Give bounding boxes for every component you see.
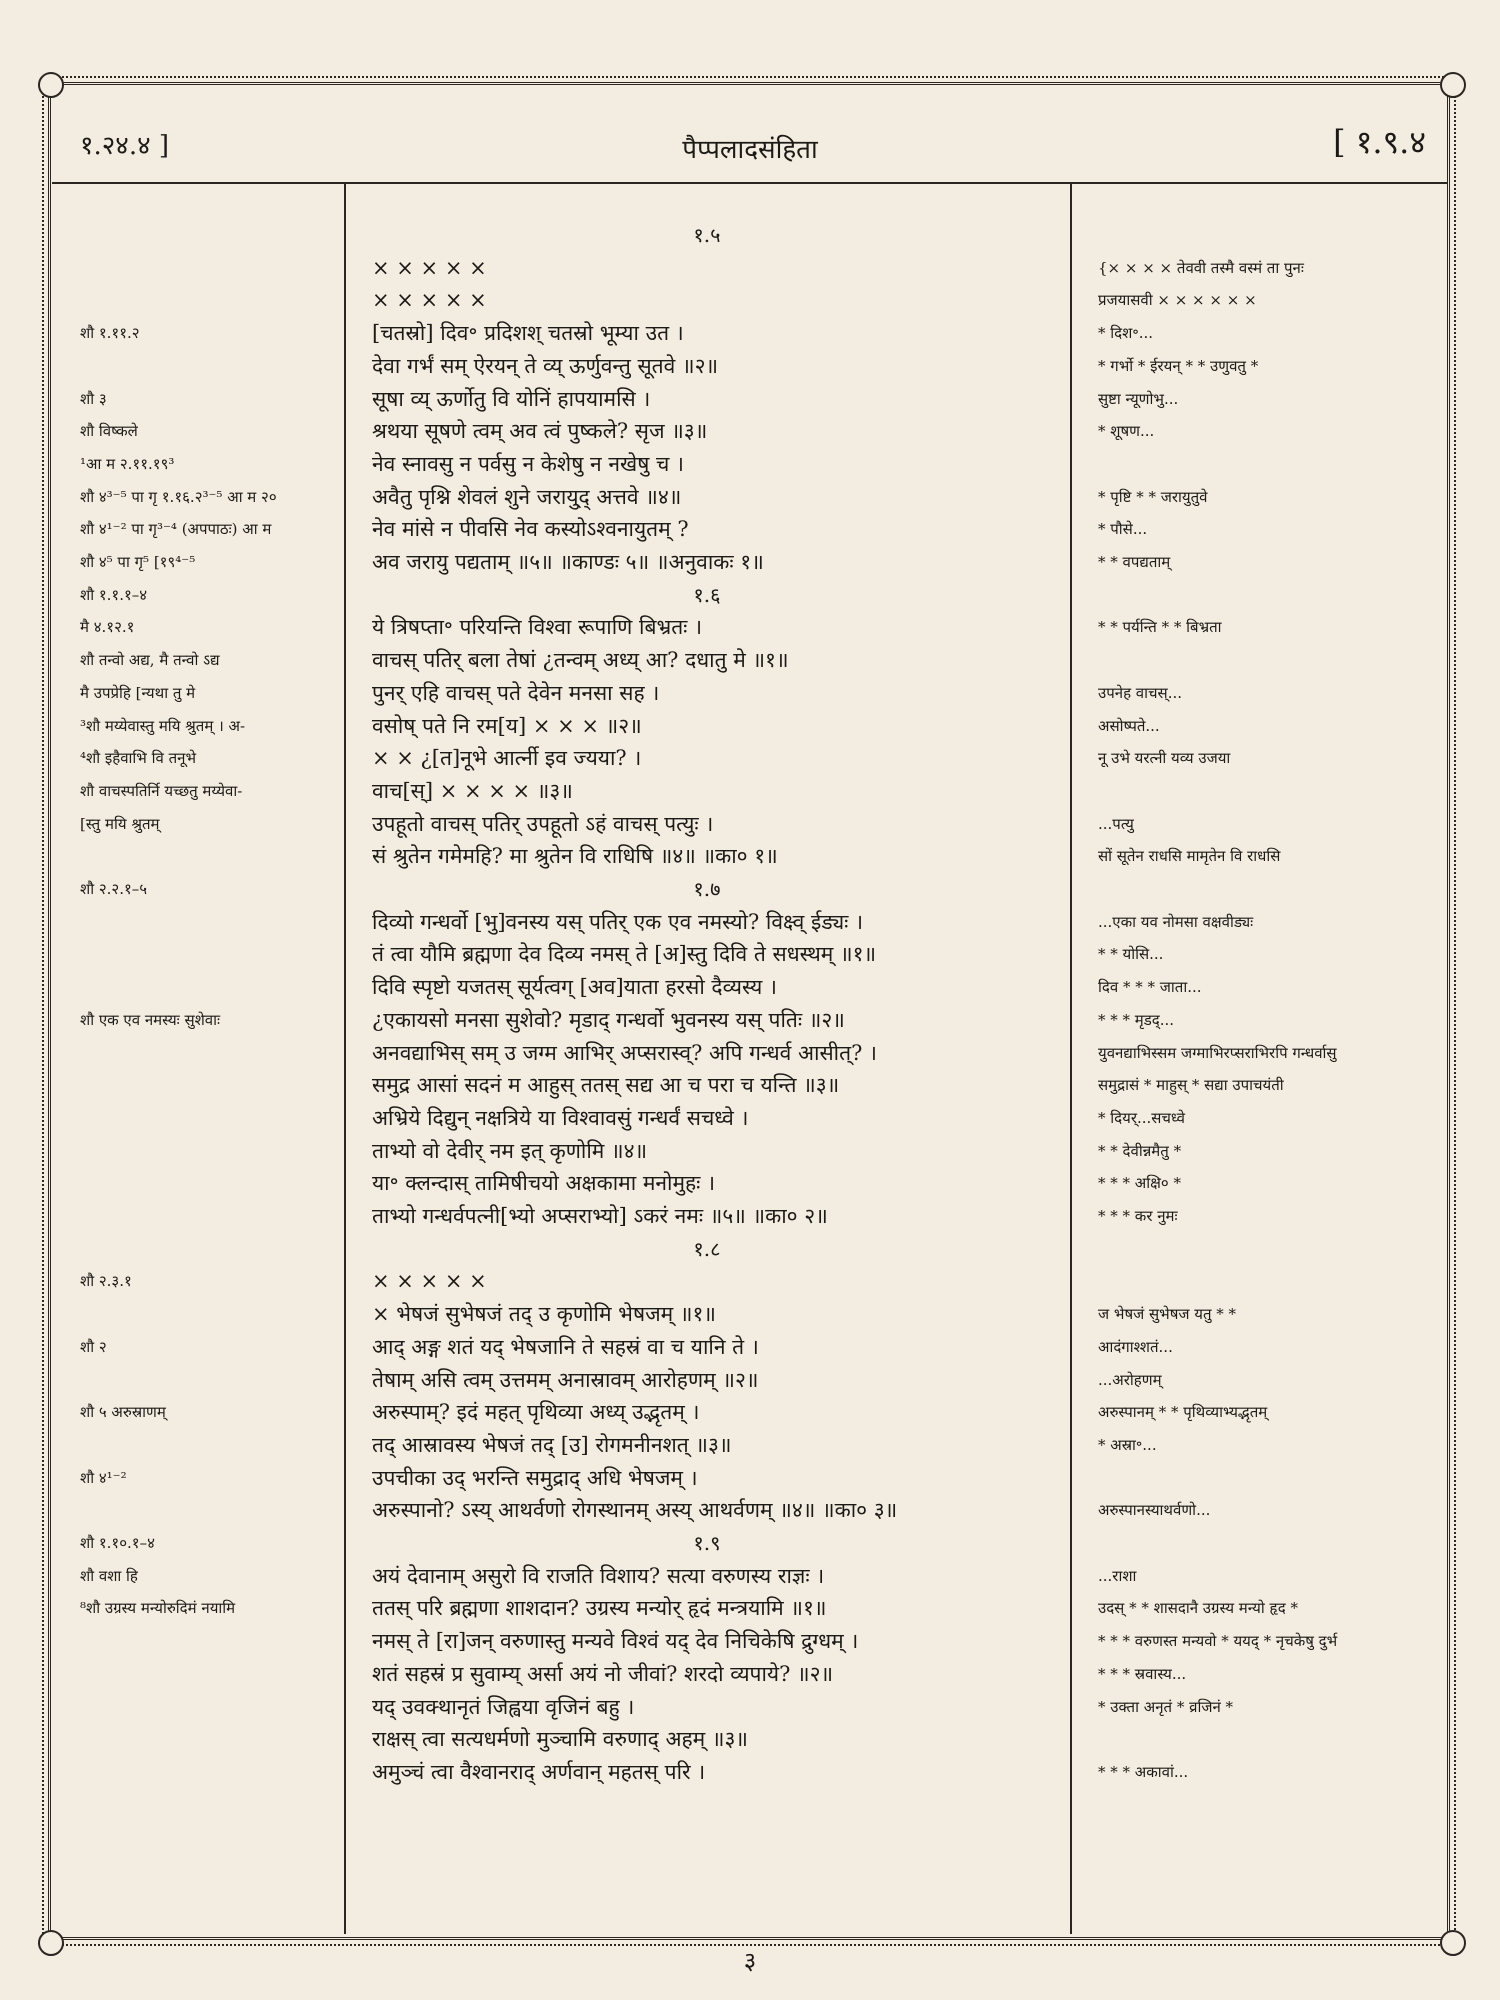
verse-line: अमुञ्चं त्वा वैश्वानराद् अर्णवान् महतस् परि । xyxy=(372,1760,706,1784)
parallel-reference: ³शौ मय्येवास्तु मयि श्रुतम् । अ- xyxy=(80,717,246,735)
parallel-reference: मै उपप्रेहि [न्यथा तु मे xyxy=(80,684,196,702)
verse-line: या॰ क्लन्दास् तामिषीचयो अक्षकामा मनोमुहः । xyxy=(372,1171,716,1195)
variant-reading: आदंगाश्शतं... xyxy=(1098,1338,1173,1356)
variant-reading: नू उभे यरत्नी यव्य उजया xyxy=(1098,749,1231,767)
variant-reading: सों सूतेन राधसि मामृतेन वि राधसि xyxy=(1098,847,1281,865)
variant-reading: * * योसि... xyxy=(1098,945,1164,963)
verse-line: उपचीका उद् भरन्ति समुद्राद् अधि भेषजम् । xyxy=(372,1466,698,1490)
verse-line: वाच[स्] × × × × ॥३॥ xyxy=(372,779,573,803)
verse-line: देवा गर्भं सम् ऐरयन् ते व्य् ऊर्णुवन्तु सूतवे ॥२॥ xyxy=(372,354,719,378)
verse-line: राक्षस् त्वा सत्यधर्मणो मुञ्चामि वरुणाद् अहम् ॥३॥ xyxy=(372,1727,748,1751)
variant-reading: * गर्भो * ईरयन् * * उणुवतु * xyxy=(1098,357,1259,375)
variant-reading: * * वपद्यताम् xyxy=(1098,553,1171,571)
variant-reading: ...पत्यु xyxy=(1098,815,1134,833)
variant-reading: * * * मृडद्... xyxy=(1098,1011,1175,1029)
parallel-reference: शौ ३ xyxy=(80,390,107,408)
verse-line: अरुस्पाम्? इदं महत् पृथिव्या अध्य् उद्भृतम् । xyxy=(372,1400,700,1424)
parallel-reference: शौ २ xyxy=(80,1338,107,1356)
section-number: १.८ xyxy=(693,1237,721,1261)
variant-reading: * दिश॰... xyxy=(1098,324,1154,342)
variant-reading: उदस् * * शासदानै उग्रस्य मन्यो हृद * xyxy=(1098,1599,1299,1617)
verse-line: × × × × × xyxy=(372,1269,487,1293)
verse-line: अव जरायु पद्यताम् ॥५॥ ॥काण्डः ५॥ ॥अनुवाकः १॥ xyxy=(372,550,764,574)
parallel-reference: शौ ४⁵ पा गृ⁵ [१९⁴⁻⁵ xyxy=(80,553,196,571)
verse-line: × × × × × xyxy=(372,288,487,312)
parallel-reference: शौ १.१०.१–४ xyxy=(80,1534,155,1552)
variant-reading: ज भेषजं सुभेषज यतु * * xyxy=(1098,1305,1237,1323)
parallel-reference: शौ विष्कले xyxy=(80,422,138,440)
section-number: १.९ xyxy=(693,1531,721,1555)
variant-reading: दिव * * * जाता... xyxy=(1098,978,1202,996)
header-right-reference: [ १.९.४ xyxy=(1333,123,1426,161)
verse-line: समुद्र आसां सदनं म आहुस् ततस् सद्य आ च परा च यन्ति ॥३॥ xyxy=(372,1073,840,1097)
verse-line: नमस् ते [रा]जन् वरुणास्तु मन्यवे विश्वं यद् देव निचिकेषि द्रुग्धम् । xyxy=(372,1629,859,1653)
header-rule xyxy=(52,182,1448,184)
verse-line: [चतस्रो] दिव॰ प्रदिशश् चतस्रो भूम्या उत । xyxy=(372,321,684,345)
variant-reading: * अस्रा॰... xyxy=(1098,1436,1157,1454)
variant-reading: {× × × × तेववी तस्मै वस्मं ता पुनः xyxy=(1098,259,1304,277)
verse-line: ताभ्यो गन्धर्वपत्नी[भ्यो अप्सराभ्यो] ऽकरं नमः ॥५॥ ॥का० २॥ xyxy=(372,1204,828,1228)
section-number: १.६ xyxy=(693,583,721,607)
variant-reading: * * पर्यन्ति * * बिभ्रता xyxy=(1098,618,1222,636)
page-number: ३ xyxy=(743,1947,757,1975)
parallel-reference: शौ वाचस्पतिर्नि यच्छतु मय्येवा- xyxy=(80,782,243,800)
verse-line: वाचस् पतिर् बला तेषां ¿तन्वम् अध्य् आ? दधातु मे ॥१॥ xyxy=(372,648,789,672)
verse-line: शतं सहस्रं प्र सुवाम्य् अर्सा अयं नो जीवां? शरदो व्यपाये? ॥२॥ xyxy=(372,1662,834,1686)
parallel-reference: शौ ४³⁻⁵ पा गृ १.१६.२³⁻⁵ आ म २० xyxy=(80,488,277,506)
variant-reading: * उक्ता अनृतं * व्रजिनं * xyxy=(1098,1698,1234,1716)
variant-reading: * दियर्...सचध्वे xyxy=(1098,1109,1185,1127)
verse-line: अभ्रिये दिद्युन् नक्षत्रिये या विश्वावसुं गन्धर्वं सचध्वे । xyxy=(372,1106,749,1130)
verse-line: यद् उवक्थानृतं जिह्वया वृजिनं बहु । xyxy=(372,1695,635,1719)
variant-reading: ...एका यव नोमसा वक्षवीड्यः xyxy=(1098,913,1254,931)
parallel-reference: शौ वशा हि xyxy=(80,1567,138,1585)
parallel-reference: शौ १.१.१–४ xyxy=(80,586,148,604)
parallel-reference: शौ २.२.१–५ xyxy=(80,880,148,898)
verse-line: ¿एकायसो मनसा सुशेवो? मृडाद् गन्धर्वो भुवनस्य यस् पतिः ॥२॥ xyxy=(372,1008,845,1032)
variant-reading: * * * अकावां... xyxy=(1098,1763,1189,1781)
variant-reading: * * * स्रवास्य... xyxy=(1098,1665,1187,1683)
section-number: १.७ xyxy=(693,877,721,901)
corner-ornament xyxy=(38,72,64,98)
verse-line: पुनर् एहि वाचस् पते देवेन मनसा सह । xyxy=(372,681,660,705)
variant-reading: * * देवीन्नमैतु * xyxy=(1098,1142,1182,1160)
column-divider-right xyxy=(1070,184,1072,1934)
variant-reading: अरुस्पानस्याथर्वणो... xyxy=(1098,1501,1211,1519)
variant-reading: ...राशा xyxy=(1098,1567,1137,1585)
verse-line: अरुस्पानो? ऽस्य् आथर्वणो रोगस्थानम् अस्य् आथर्वणम् ॥४॥ ॥का० ३॥ xyxy=(372,1498,898,1522)
verse-line: वसोष् पते नि रम[य] × × × ॥२॥ xyxy=(372,714,642,738)
section-number: १.५ xyxy=(693,223,721,247)
verse-line: दिव्यो गन्धर्वो [भु]वनस्य यस् पतिर् एक एव नमस्यो? विक्ष्व् ईड्यः । xyxy=(372,910,864,934)
verse-line: उपहूतो वाचस् पतिर् उपहूतो ऽहं वाचस् पत्युः । xyxy=(372,812,714,836)
variant-reading: अरुस्पानम् * * पृथिव्याभ्यद्भृतम् xyxy=(1098,1403,1268,1421)
verse-line: अयं देवानाम् असुरो वि राजति विशाय? सत्या वरुणस्य राज्ञः । xyxy=(372,1564,825,1588)
page-header xyxy=(62,104,1438,174)
parallel-reference: ⁸शौ उग्रस्य मन्योरुदिमं नयामि xyxy=(80,1599,236,1617)
parallel-reference: मै ४.१२.१ xyxy=(80,618,135,636)
corner-ornament xyxy=(1440,72,1466,98)
variant-reading: समुद्रासं * माहुस् * सद्या उपाचयंती xyxy=(1098,1076,1284,1094)
verse-line: अवैतु पृश्नि शेवलं शुने जरायु्द् अत्तवे ॥४॥ xyxy=(372,485,682,509)
verse-line: आद् अङ्ग शतं यद् भेषजानि ते सहस्रं वा च यानि ते । xyxy=(372,1335,759,1359)
variant-reading: ...अरोहणम् xyxy=(1098,1371,1162,1389)
column-divider-left xyxy=(344,184,346,1934)
parallel-reference: शौ एक एव नमस्यः सुशेवाः xyxy=(80,1011,221,1029)
variant-reading: * * * वरुणस्त मन्यवो * ययद् * नृचकेषु दुर्भ xyxy=(1098,1632,1338,1650)
variant-reading: * * * कर नुमः xyxy=(1098,1207,1178,1225)
verse-line: तेषाम् असि त्वम् उत्तमम् अनास्रावम् आरोहणम् ॥२॥ xyxy=(372,1368,759,1392)
verse-line: ताभ्यो वो देवीर् नम इत् कृणोमि ॥४॥ xyxy=(372,1139,648,1163)
verse-line: ततस् परि ब्रह्मणा शाशदान? उग्रस्य मन्योर् हृदं मन्त्रयामि ॥१॥ xyxy=(372,1596,827,1620)
verse-line: श्रथया सूषणे त्वम् अव त्वं पुष्कले? सृज ॥३॥ xyxy=(372,419,708,443)
parallel-reference: शौ ४¹⁻² पा गृ³⁻⁴ (अपपाठः) आ म xyxy=(80,520,272,538)
verse-line: × × × × × xyxy=(372,256,487,280)
page-title: पैप्पलादसंहिता xyxy=(682,135,818,165)
verse-line: नेव मांसे न पीवसि नेव कस्योऽश्वनायुतम् ? xyxy=(372,517,689,541)
parallel-reference: शौ तन्वो अद्य, मै तन्वो ऽद्य xyxy=(80,651,220,669)
variant-reading: प्रजयासवी × × × × × × xyxy=(1098,291,1257,309)
variant-reading: * शूषण... xyxy=(1098,422,1155,440)
parallel-reference: शौ ४¹⁻² xyxy=(80,1469,127,1487)
parallel-reference: शौ ५ अरुस्राणम् xyxy=(80,1403,166,1421)
parallel-reference: [स्तु मयि श्रुतम् xyxy=(80,815,160,833)
verse-line: दिवि स्पृष्टो यजतस् सूर्यत्वग् [अव]याता हरसो दैव्यस्य । xyxy=(372,975,777,999)
variant-reading: * * * अक्षि० * xyxy=(1098,1174,1181,1192)
variant-reading: उपनेह वाचस्... xyxy=(1098,684,1182,702)
variant-reading: असोष्पते... xyxy=(1098,717,1160,735)
verse-line: अनवद्याभिस् सम् उ जग्म आभिर् अप्सरास्व्? अपि गन्धर्व आसीत्? । xyxy=(372,1041,877,1065)
verse-line: × × ¿[त]नूभे आर्त्नी इव ज्यया? । xyxy=(372,746,642,770)
variant-reading: * पौसे... xyxy=(1098,520,1148,538)
verse-line: तद् आस्रावस्य भेषजं तद् [उ] रोगमनीनशत् ॥३॥ xyxy=(372,1433,732,1457)
verse-line: नेव स्नावसु न पर्वसु न केशेषु न नखेषु च । xyxy=(372,452,684,476)
verse-line: तं त्वा यौमि ब्रह्मणा देव दिव्य नमस् ते [अ]स्तु दिवि ते सधस्थम् ॥१॥ xyxy=(372,942,877,966)
header-left-reference: १.२४.४ ] xyxy=(80,131,170,161)
parallel-reference: शौ २.३.१ xyxy=(80,1272,132,1290)
verse-line: × भेषजं सुभेषजं तद् उ कृणोमि भेषजम् ॥१॥ xyxy=(372,1302,716,1326)
parallel-reference: ⁴शौ इहैवाभि वि तनूभे xyxy=(80,749,197,767)
parallel-reference: शौ १.११.२ xyxy=(80,324,140,342)
variant-reading: * पृष्टि * * जरायुतुवे xyxy=(1098,488,1208,506)
verse-line: सं श्रुतेन गमेमहि? मा श्रुतेन वि राधिषि ॥४॥ ॥का० १॥ xyxy=(372,844,778,868)
parallel-reference: ¹आ म २.११.१९³ xyxy=(80,455,175,473)
variant-reading: युवनद्याभिस्सम जग्माभिरप्सराभिरपि गन्धर्वासु xyxy=(1098,1044,1337,1062)
verse-line: ये त्रिषप्ता॰ परियन्ति विश्वा रूपाणि बिभ्रतः । xyxy=(372,615,703,639)
verse-line: सूषा व्य् ऊर्णोतु वि योनिं हापयामसि । xyxy=(372,387,651,411)
variant-reading: सुष्टा न्यूणोभु... xyxy=(1098,390,1179,408)
